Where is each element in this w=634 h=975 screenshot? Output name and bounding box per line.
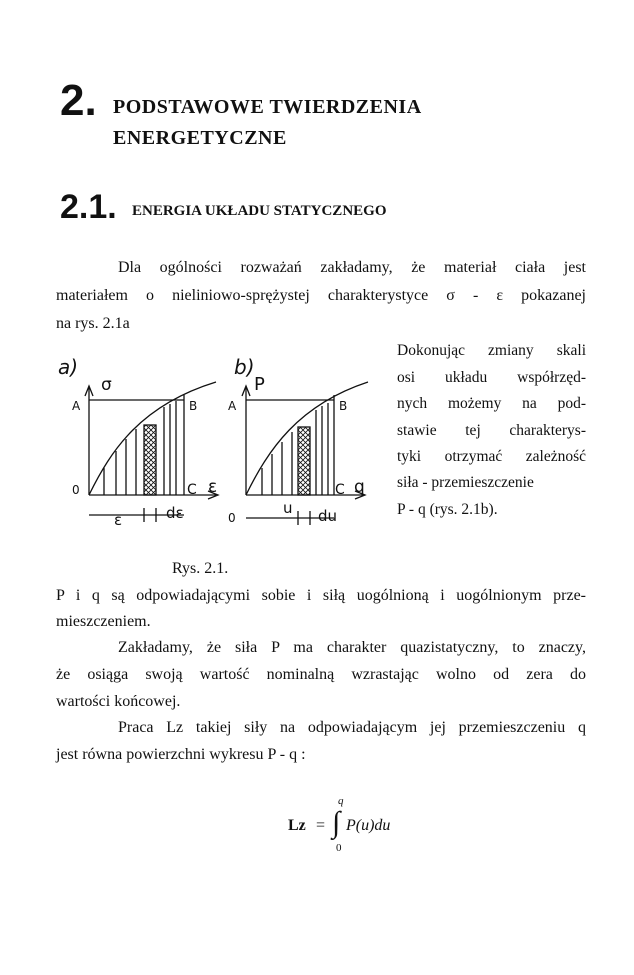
side-text-line: siła - przemieszczenie	[397, 474, 534, 491]
panel-b-point-a: A	[228, 399, 237, 413]
panel-b-label: b)	[234, 355, 255, 379]
para1-line3: na rys. 2.1a	[56, 315, 130, 332]
side-text-line: nych możemy na pod-	[397, 395, 586, 412]
para1-line2: materiałem o nieliniowo-sprężystej charakterystyce σ - ε pokazanej	[56, 287, 586, 304]
para2-line1: P i q są odpowiadającymi sobie i siłą uogólnioną i uogólnionym prze-	[56, 587, 586, 604]
formula-integral-sign: ∫	[332, 806, 341, 839]
para4-line2: jest równa powierzchni wykresu P - q :	[56, 746, 306, 763]
para4-line1: Praca Lz takiej siły na odpowiadającym jej przemieszczeniu q	[118, 719, 586, 736]
chapter-number: 2.	[60, 76, 97, 125]
figure-caption: Rys. 2.1.	[172, 560, 229, 577]
panel-a-dim-left: ε	[114, 511, 123, 529]
section-number: 2.1.	[60, 188, 117, 226]
panel-a-point-a: A	[72, 399, 81, 413]
panel-b-axis-x-label: q	[354, 477, 365, 497]
panel-b-point-c: C	[335, 482, 345, 498]
formula-equals: =	[316, 817, 326, 834]
chapter-title-line2: ENERGETYCZNE	[113, 127, 287, 149]
side-text-line: Dokonując zmiany skali	[397, 342, 586, 359]
formula-lower-limit: 0	[336, 842, 342, 854]
panel-b-dim-right: du	[318, 507, 338, 525]
panel-b	[228, 355, 368, 525]
para3-line1: Zakładamy, że siła P ma charakter quazistatyczny, to znaczy,	[118, 639, 586, 656]
side-text-line: P - q (rys. 2.1b).	[397, 501, 498, 518]
panel-b-point-b: B	[339, 399, 348, 413]
side-text-line: tyki otrzymać zależność	[397, 448, 586, 465]
side-text-line: osi układu współrzęd-	[397, 369, 586, 386]
side-text-line: stawie tej charakterys-	[397, 422, 586, 439]
para1-line1: Dla ogólności rozważań zakładamy, że materiał ciała jest	[118, 259, 586, 276]
para2-line2: mieszczeniem.	[56, 613, 151, 630]
para3-line3: wartości końcowej.	[56, 693, 181, 710]
panel-a	[58, 355, 218, 529]
formula-lhs: Lz	[288, 817, 306, 834]
panel-b-hatched-strip	[298, 427, 310, 495]
figure-2-1	[56, 350, 386, 535]
panel-b-origin: 0	[228, 511, 236, 525]
panel-a-point-b: B	[189, 399, 198, 413]
panel-b-dim-left: u	[283, 499, 293, 517]
formula-integrand: P(u)du	[346, 817, 391, 834]
panel-a-axis-y-label: σ	[101, 375, 112, 395]
panel-a-axis-x-label: ε	[208, 477, 218, 497]
panel-a-point-c: C	[187, 482, 197, 498]
para3-line2: że osiąga swoją wartość nominalną wzrastając wolno od zera do	[56, 666, 586, 683]
panel-b-axis-y-label: P	[254, 374, 265, 395]
section-title: ENERGIA UKŁADU STATYCZNEGO	[132, 203, 387, 219]
formula-upper-limit: q	[338, 795, 344, 807]
chapter-title-line1: PODSTAWOWE TWIERDZENIA	[113, 96, 422, 118]
panel-a-origin: 0	[72, 483, 80, 497]
panel-a-label: a)	[58, 355, 79, 379]
panel-a-dim-right: dε	[166, 504, 184, 522]
panel-a-hatched-strip	[144, 425, 156, 495]
